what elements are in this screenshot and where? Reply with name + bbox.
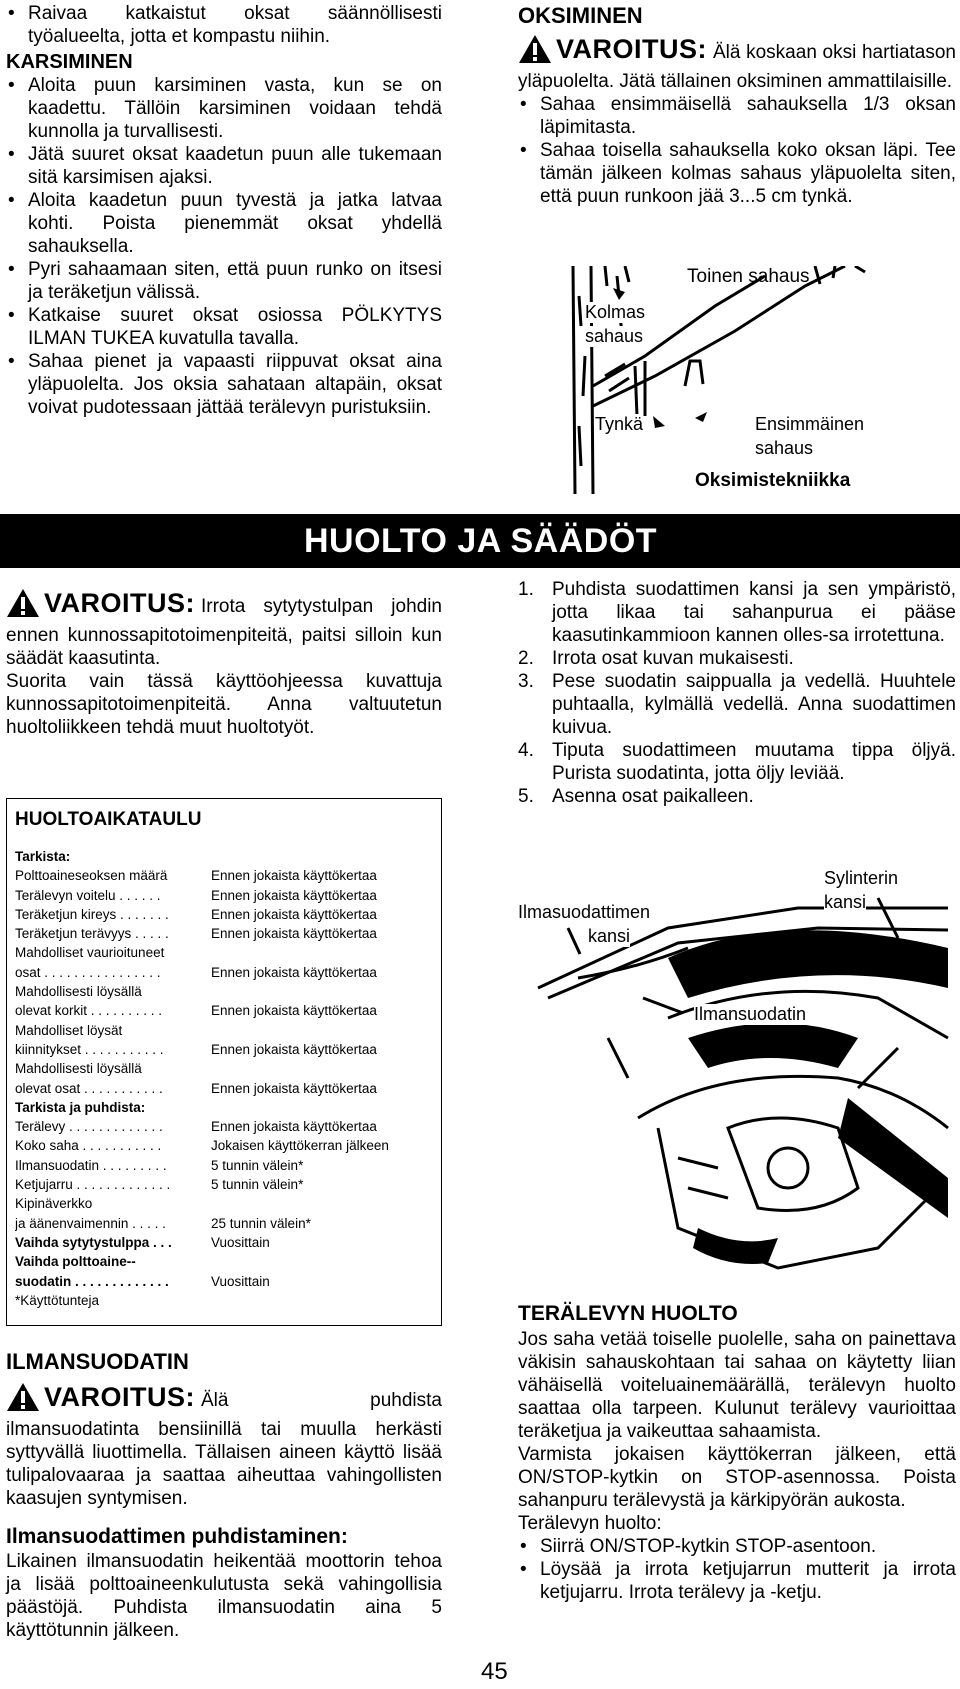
step-item: 1. Puhdista suodattimen kansi ja sen ympäristö, jotta likaa tai sahanpurua ei pääse kaasutinkammioon kannen olles-sa irrotettuna.	[518, 579, 956, 646]
page-number: 45	[481, 1658, 508, 1685]
schedule-row-label: Teräketjun kireys . . . . . . .	[15, 906, 169, 922]
steps-list	[518, 578, 956, 808]
karsiminen-bullet: • Aloita puun karsiminen vasta, kun se on kaadettu. Tällöin karsiminen voidaan tehdä kunnolla ja turvallisesti.	[6, 74, 442, 143]
schedule-row-value: Ennen jokaista käyttökertaa	[211, 906, 377, 922]
schedule-row-value: Jokaisen käyttökerran jälkeen	[211, 1138, 389, 1154]
schedule-row-label: Koko saha . . . . . . . . . . .	[15, 1138, 162, 1154]
schedule-row	[15, 847, 433, 866]
schedule-row-value: Ennen jokaista käyttökertaa	[211, 964, 377, 980]
section-banner	[0, 514, 960, 568]
pruning-illustration	[565, 266, 910, 494]
label-sylinterin-kansi: kansi	[824, 892, 867, 912]
maintenance-schedule	[6, 798, 442, 1326]
pruning-figure	[565, 266, 910, 494]
maintenance-warning-note: Suorita vain tässä käyttöohjeessa kuvattuja kunnossapitotoimenpiteitä. Anna valtuutetun huoltoliikkeen tehdä muut huoltotyöt.	[6, 671, 442, 738]
warning-triangle-icon	[518, 34, 552, 70]
schedule-title: HUOLTOAIKATAULU	[15, 809, 202, 830]
schedule-row-label: osat . . . . . . . . . . . . . . . .	[15, 964, 161, 980]
schedule-row-label: olevat osat . . . . . . . . . . .	[15, 1080, 163, 1096]
label-ilmansuodatin: Ilmansuodatin	[694, 1004, 807, 1024]
schedule-row-value	[211, 943, 433, 962]
schedule-row-value	[211, 847, 433, 866]
schedule-row-value: 25 tunnin välein*	[211, 1215, 311, 1231]
schedule-row	[15, 905, 433, 924]
step-item: 4. Tiputa suodattimeen muutama tippa öljyä. Purista suodatinta, jotta öljy leviää.	[518, 740, 956, 784]
schedule-row-value	[211, 1252, 433, 1271]
schedule-row	[15, 886, 433, 905]
oksiminen-bullet: • Sahaa ensimmäisellä sahauksella 1/3 oksan läpimitasta.	[518, 93, 956, 139]
schedule-row	[15, 1040, 433, 1059]
schedule-row-label: Tarkista:	[15, 849, 71, 864]
oksiminen-bullet: • Sahaa toisella sahauksella koko oksan läpi. Tee tämän jälkeen kolmas sahaus yläpuolelta siten, että puun runkoon jää 3...5 cm tynkä.	[518, 139, 956, 208]
schedule-row-label: Kipinäverkko	[15, 1196, 93, 1212]
schedule-row-label: Polttoaineseoksen määrä	[15, 868, 168, 884]
schedule-row-label: Ilmansuodatin . . . . . . . . .	[15, 1157, 167, 1173]
schedule-row-value: Ennen jokaista käyttökertaa	[211, 1003, 377, 1019]
cleaning-steps	[518, 578, 956, 808]
teralevyn-p3: Terälevyn huolto:	[518, 1513, 662, 1534]
warning-triangle-icon	[6, 588, 40, 624]
schedule-row-value: Ennen jokaista käyttökertaa	[211, 926, 377, 942]
schedule-row-label: Mahdolliset löysät	[15, 1022, 123, 1038]
oksiminen-title: OKSIMINEN	[518, 3, 643, 28]
schedule-row-label: Terälevy . . . . . . . . . . . . .	[15, 1119, 163, 1135]
label-kolmas-sahaus: sahaus	[585, 326, 644, 346]
schedule-row	[15, 1021, 433, 1040]
schedule-row	[15, 1291, 433, 1310]
oksiminen-list	[518, 93, 956, 208]
chainsaw-illustration	[518, 868, 956, 1283]
schedule-row	[15, 924, 433, 943]
step-item: 3. Pese suodatin saippualla ja vedellä. Huuhtele puhtaalla, kylmällä vedellä. Anna suodattimen kuivua.	[518, 671, 956, 738]
schedule-row	[15, 1079, 433, 1098]
schedule-row	[15, 1233, 433, 1252]
left-bottom-column	[6, 588, 442, 739]
puhdistaminen-title: Ilmansuodattimen puhdistaminen:	[6, 1525, 348, 1548]
left-top-column	[6, 2, 442, 419]
teralevyn-p1: Jos saha vetää toiselle puolelle, saha on painettava väkisin sahauskohtaan tai sahaa on käytetty liian vähäisellä voiteluainemäärällä, terälevyn huolto saattaa olla tarpeen. Kulunut terälevy vaurioittaa teräketjua ja vaikeuttaa sahaamista.	[518, 1329, 956, 1442]
schedule-row	[15, 963, 433, 982]
schedule-row-value	[211, 1021, 433, 1040]
schedule-row-label: Mahdolliset vaurioituneet	[15, 945, 165, 961]
schedule-row	[15, 1156, 433, 1175]
schedule-row-label: Mahdollisesti löysällä	[15, 984, 142, 1000]
warning-text: Älä koskaan oksi hartiatason yläpuolelta. Jätä tällainen oksiminen ammattilaisille.	[518, 42, 956, 92]
warning-text: Irrota sytytystulpan johdin ennen kunnossapitotoimenpiteitä, paitsi silloin kun säädät kaasutinta.	[6, 596, 442, 669]
step-item: 2. Irrota osat kuvan mukaisesti.	[518, 648, 794, 669]
label-toinen-sahaus: Toinen sahaus	[687, 266, 810, 287]
schedule-row-value	[211, 1291, 433, 1310]
schedule-row	[15, 1059, 433, 1078]
karsiminen-bullet: • Sahaa pienet ja vapaasti riippuvat oksat aina yläpuolelta. Jos oksia sahataan altapäin, oksat voivat pudotessaan jättää terälevyn puristuksiin.	[6, 350, 442, 419]
karsiminen-title: KARSIMINEN	[6, 51, 133, 73]
label-sylinterin: Sylinterin	[824, 868, 899, 888]
schedule-row-value: Vuosittain	[211, 1234, 270, 1250]
schedule-row-value: Ennen jokaista käyttökertaa	[211, 868, 377, 884]
air-filter-figure	[518, 868, 956, 1283]
schedule-row-label: Ketjujarru . . . . . . . . . . . . .	[15, 1177, 171, 1193]
karsiminen-bullet: • Aloita kaadetun puun tyvestä ja jatka latvaa kohti. Poista pienemmät oksat yhdellä sahauksella.	[6, 189, 442, 258]
teralevyn-section	[518, 1300, 956, 1604]
schedule-row	[15, 1001, 433, 1020]
figure-caption: Oksimistekniikka	[695, 470, 851, 491]
schedule-row-label: Tarkista ja puhdista:	[15, 1099, 146, 1115]
schedule-row-value: Ennen jokaista käyttökertaa	[211, 887, 377, 903]
schedule-row-value: Vuosittain	[211, 1273, 270, 1289]
schedule-row	[15, 1272, 433, 1291]
schedule-row-label: *Käyttötunteja	[15, 1292, 100, 1308]
schedule-rows	[15, 847, 433, 1310]
intro-bullet: • Raivaa katkaistut oksat säännöllisesti työalueelta, jotta et kompastu niihin.	[6, 2, 442, 48]
schedule-row	[15, 1175, 433, 1194]
warning-text: Älä puhdista ilmansuodatinta bensiinillä tai muulla herkästi syttyvällä liuottimella. Tällaisen aineen käyttö lisää tulipalovaaraa ja saattaa aiheuttaa vahingollisten kaasujen syntymisen.	[6, 1390, 442, 1509]
oksiminen-warning	[518, 34, 956, 93]
ilmansuodatin-title: ILMANSUODATIN	[6, 1349, 189, 1374]
schedule-row-value	[211, 1194, 433, 1213]
schedule-row-label: Terälevyn voitelu . . . . . .	[15, 887, 161, 903]
schedule-row	[15, 1252, 433, 1271]
label-ilmasuodattimen: Ilmasuodattimen	[518, 902, 651, 922]
schedule-row	[15, 1194, 433, 1213]
schedule-row-value: Ennen jokaista käyttökertaa	[211, 1041, 377, 1057]
schedule-row-value: 5 tunnin välein*	[211, 1177, 304, 1193]
schedule-row-label: Teräketjun terävyys . . . . .	[15, 926, 169, 942]
maintenance-warning	[6, 588, 442, 670]
schedule-row	[15, 1214, 433, 1233]
schedule-row	[15, 982, 433, 1001]
puhdistaminen-text: Likainen ilmansuodatin heikentää moottorin tehoa ja lisää polttoaineenkulutusta sekä vahingollisia päästöjä. Puhdista ilmansuodatin aina 5 käyttötunnin jälkeen.	[6, 1551, 442, 1641]
teralevyn-title: TERÄLEVYN HUOLTO	[518, 1302, 738, 1325]
warning-label: VAROITUS:	[44, 1382, 195, 1412]
label-ensimmainen-sahaus: sahaus	[755, 438, 814, 458]
label-tynka: Tynkä	[595, 414, 644, 434]
schedule-row	[15, 1117, 433, 1136]
teralevyn-list	[518, 1535, 956, 1604]
schedule-row-label: olevat korkit . . . . . . . . . .	[15, 1003, 163, 1019]
air-filter-warning	[6, 1382, 442, 1510]
teralevyn-p2: Varmista jokaisen käyttökerran jälkeen, että ON/STOP-kytkin on STOP-asennossa. Poista sahanpuru terälevystä ja kärkipyörän aukosta.	[518, 1444, 956, 1511]
schedule-row-value: 5 tunnin välein*	[211, 1157, 304, 1173]
schedule-row	[15, 943, 433, 962]
teralevyn-bullet: • Siirrä ON/STOP-kytkin STOP-asentoon.	[518, 1535, 956, 1558]
schedule-row-label: Mahdollisesti löysällä	[15, 1061, 142, 1077]
air-filter-section	[6, 1348, 442, 1642]
schedule-row-label: Vaihda sytytystulppa . . .	[15, 1234, 172, 1250]
label-ilmasuodattimen-kansi: kansi	[588, 926, 631, 946]
schedule-row-value: Ennen jokaista käyttökertaa	[211, 1119, 377, 1135]
teralevyn-bullet: • Löysää ja irrota ketjujarrun mutterit ja irrota ketjujarru. Irrota terälevy ja -ketju.	[518, 1558, 956, 1604]
schedule-row-label: Vaihda polttoaine--	[15, 1254, 136, 1270]
schedule-row-label: suodatin . . . . . . . . . . . . .	[15, 1273, 169, 1289]
schedule-row-label: kiinnitykset . . . . . . . . . . .	[15, 1041, 164, 1057]
label-ensimmainen: Ensimmäinen	[755, 414, 865, 434]
schedule-row	[15, 866, 433, 885]
schedule-row	[15, 1098, 433, 1117]
karsiminen-bullet: • Pyri sahaamaan siten, että puun runko on itsesi ja teräketjun välissä.	[6, 258, 442, 304]
schedule-row-value	[211, 1059, 433, 1078]
schedule-row-value	[211, 982, 433, 1001]
karsiminen-bullet: • Jätä suuret oksat kaadetun puun alle tukemaan sitä karsimisen ajaksi.	[6, 143, 442, 189]
label-kolmas: Kolmas	[585, 302, 646, 322]
schedule-row-value: Ennen jokaista käyttökertaa	[211, 1080, 377, 1096]
karsiminen-list	[6, 74, 442, 419]
schedule-row-value	[211, 1098, 433, 1117]
schedule-row	[15, 1136, 433, 1155]
warning-label: VAROITUS:	[556, 34, 707, 64]
banner-title: HUOLTO JA SÄÄDÖT	[298, 522, 663, 560]
schedule-row-label: ja äänenvaimennin . . . . .	[15, 1215, 166, 1231]
right-top-column	[518, 2, 956, 208]
warning-triangle-icon	[6, 1382, 40, 1418]
step-item: 5. Asenna osat paikalleen.	[518, 786, 754, 807]
warning-label: VAROITUS:	[44, 588, 195, 618]
karsiminen-bullet: • Katkaise suuret oksat osiossa PÖLKYTYS ILMAN TUKEA kuvatulla tavalla.	[6, 304, 442, 350]
